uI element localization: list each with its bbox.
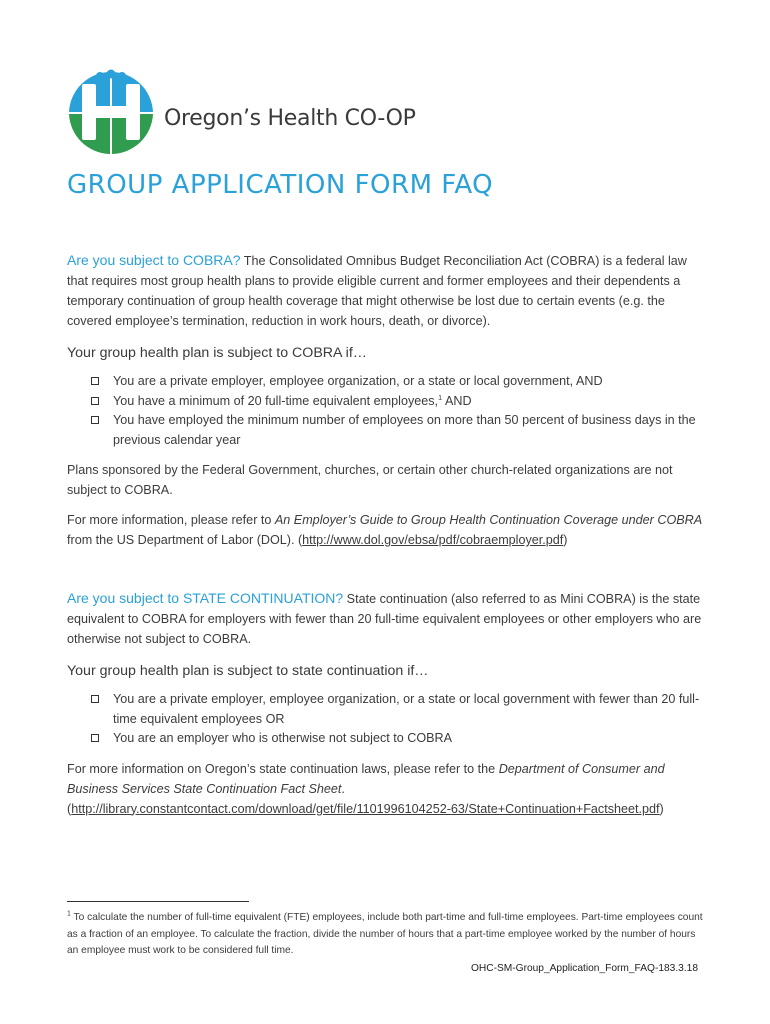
fact-sheet-title: Department of Consumer and Business Services State Continuation Fact Sheet [67, 761, 665, 796]
checkbox-icon[interactable] [91, 734, 99, 742]
footnote-text: To calculate the number of full-time equivalent (FTE) employees, include both part-time and full-time employees. Part-time employees count as a fraction of an employee. To calculate the fraction, divide the number of hours that a part-time employee worked by the number of hours an employee must work to be considered full time. [67, 912, 703, 956]
dol-guide-title: An Employer’s Guide to Group Health Continuation Coverage under COBRA [274, 513, 703, 527]
criterion-text: You have employed the minimum number of employees on more than 50 percent of business days in the previous calendar year [113, 413, 696, 447]
cobra-criteria-list [67, 372, 703, 450]
footnote [67, 910, 703, 960]
footnote-divider [67, 901, 249, 902]
state-description: State continuation (also referred to as Mini COBRA) is the state equivalent to COBRA for employers with fewer than 20 full-time equivalent employees or other employers who are otherwise not subject to COBRA. [67, 592, 702, 646]
cobra-subheading: Your group health plan is subject to COBRA if… [67, 345, 367, 361]
criterion-text: You have a minimum of 20 full-time equivalent employees, [113, 393, 439, 408]
cobra-criterion [88, 392, 703, 412]
state-criterion [88, 729, 703, 749]
faq-content [67, 250, 703, 819]
cobra-question: Are you subject to COBRA? [67, 252, 241, 268]
state-criterion [88, 690, 703, 729]
cobra-description: The Consolidated Omnibus Budget Reconciliation Act (COBRA) is a federal law that requires most group health plans to provide eligible current and former employees and their dependents a temporary continuation of group health coverage that might otherwise be lost due to certain events (e.g. the covered employee’s termination, reduction in work hours, death, or divorce). [67, 254, 687, 328]
more-info-prefix: For more information on Oregon’s state continuation laws, please refer to the [67, 761, 499, 776]
checkbox-icon[interactable] [91, 416, 99, 424]
more-info-open: ( [67, 801, 72, 816]
criterion-text-suffix: AND [442, 393, 472, 408]
fact-sheet-link[interactable]: http://library.constantcontact.com/download/get/file/1101996104252-63/State+Continuation+Factsheet.pdf [71, 801, 660, 816]
checkbox-icon[interactable] [91, 397, 99, 405]
state-question: Are you subject to STATE CONTINUATION? [67, 590, 344, 606]
checkbox-icon[interactable] [91, 695, 99, 703]
more-info-prefix: For more information, please refer to [67, 513, 275, 527]
brand-name: Oregon’s Health CO-OP [164, 106, 416, 131]
oregons-health-coop-logo-icon [66, 68, 156, 156]
state-intro [67, 588, 703, 649]
more-info-close: ) [659, 801, 664, 816]
state-criteria-list [67, 690, 703, 749]
criterion-text: You are a private employer, employee organization, or a state or local government, AND [113, 374, 603, 388]
footnote-marker: 1 [438, 392, 443, 402]
more-info-source: from the US Department of Labor (DOL). ( [67, 533, 303, 547]
more-info-period: . [341, 781, 345, 796]
checkbox-icon[interactable] [91, 377, 99, 385]
criterion-text: You are a private employer, employee organization, or a state or local government with fewer than 20 full-time equivalent employees OR [113, 692, 700, 726]
cobra-more-info [67, 510, 703, 550]
page-title: GROUP APPLICATION FORM FAQ [67, 170, 494, 200]
document-id: OHC-SM-Group_Application_Form_FAQ-183.3.18 [470, 963, 698, 974]
footnote-number: 1 [67, 910, 71, 918]
cobra-intro [67, 250, 703, 331]
criterion-text: You are an employer who is otherwise not subject to COBRA [113, 731, 453, 745]
cobra-exemptions: Plans sponsored by the Federal Government, churches, or certain other church-related organizations are not subject to COBRA. [67, 463, 673, 497]
more-info-close: ) [563, 533, 568, 547]
state-subheading: Your group health plan is subject to state continuation if… [67, 663, 429, 679]
dol-guide-link[interactable]: http://www.dol.gov/ebsa/pdf/cobraemployer.pdf [302, 533, 564, 547]
state-more-info [67, 759, 703, 819]
cobra-criterion [88, 372, 703, 392]
cobra-criterion [88, 411, 703, 450]
